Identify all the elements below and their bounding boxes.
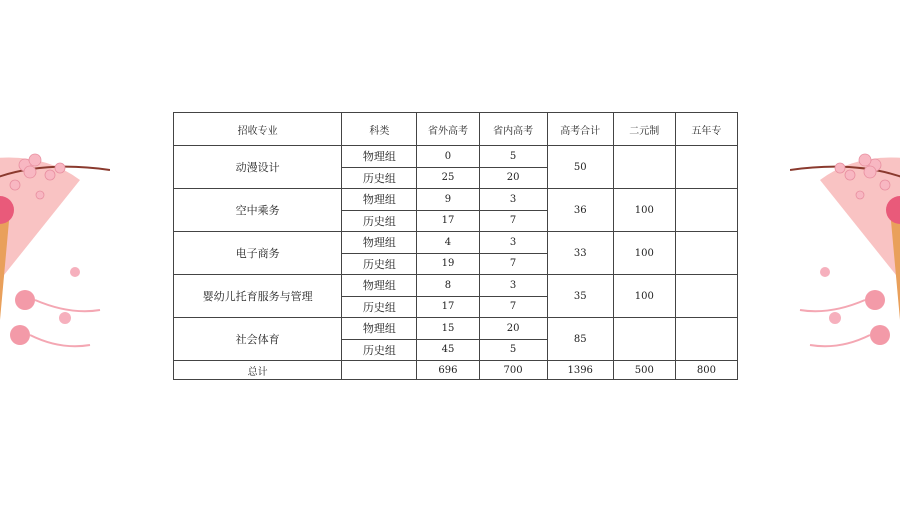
subject-group: 历史组: [342, 167, 417, 189]
major-name: 动漫设计: [174, 146, 342, 189]
out-province-count: 17: [417, 296, 479, 318]
total-wunian: 800: [675, 361, 737, 380]
gaokao-sum: 50: [547, 146, 613, 189]
subject-group: 物理组: [342, 189, 417, 211]
out-province-count: 9: [417, 189, 479, 211]
table-row: [174, 146, 738, 168]
erxuan-count: 100: [613, 189, 675, 232]
subject-group: 历史组: [342, 339, 417, 361]
in-province-count: 5: [479, 146, 547, 168]
out-province-count: 17: [417, 210, 479, 232]
out-province-count: 8: [417, 275, 479, 297]
major-name: 社会体育: [174, 318, 342, 361]
total-group: [342, 361, 417, 380]
header-gaokao-total: 高考合计: [547, 113, 613, 146]
macaron: [15, 290, 35, 310]
fan-shape: [820, 158, 900, 281]
total-gaokao-sum: 1396: [547, 361, 613, 380]
major-name: 电子商务: [174, 232, 342, 275]
header-wunian: 五年专: [675, 113, 737, 146]
table-row: [174, 232, 738, 254]
in-province-count: 3: [479, 232, 547, 254]
table-row: [174, 189, 738, 211]
out-province-count: 45: [417, 339, 479, 361]
subject-group: 物理组: [342, 232, 417, 254]
gaokao-sum: 33: [547, 232, 613, 275]
in-province-count: 7: [479, 253, 547, 275]
out-province-count: 4: [417, 232, 479, 254]
in-province-count: 3: [479, 275, 547, 297]
out-province-count: 15: [417, 318, 479, 340]
out-province-count: 19: [417, 253, 479, 275]
cherry-blossom-decoration-right: [790, 140, 900, 370]
total-label: 总计: [174, 361, 342, 380]
gaokao-sum: 85: [547, 318, 613, 361]
wunian-count: [675, 189, 737, 232]
in-province-count: 7: [479, 210, 547, 232]
fan-shape: [0, 158, 80, 281]
macaron: [870, 325, 890, 345]
total-in-province: 700: [479, 361, 547, 380]
subject-group: 物理组: [342, 275, 417, 297]
subject-group: 历史组: [342, 253, 417, 275]
macaron: [865, 290, 885, 310]
enrollment-plan-table: [173, 112, 738, 380]
macaron: [10, 325, 30, 345]
cherry-blossom-decoration-left: [0, 140, 110, 370]
erxuan-count: [613, 146, 675, 189]
major-name: 婴幼儿托育服务与管理: [174, 275, 342, 318]
gaokao-sum: 35: [547, 275, 613, 318]
erxuan-count: 100: [613, 275, 675, 318]
out-province-count: 0: [417, 146, 479, 168]
gaokao-sum: 36: [547, 189, 613, 232]
subject-group: 物理组: [342, 318, 417, 340]
header-out-province: 省外高考: [417, 113, 479, 146]
subject-group: 历史组: [342, 296, 417, 318]
total-row: [174, 361, 738, 380]
header-in-province: 省内高考: [479, 113, 547, 146]
wunian-count: [675, 232, 737, 275]
subject-group: 历史组: [342, 210, 417, 232]
in-province-count: 20: [479, 318, 547, 340]
out-province-count: 25: [417, 167, 479, 189]
erxuan-count: 100: [613, 232, 675, 275]
header-major: 招收专业: [174, 113, 342, 146]
header-subject: 科类: [342, 113, 417, 146]
header-erxuan: 二元制: [613, 113, 675, 146]
table-row: [174, 275, 738, 297]
erxuan-count: [613, 318, 675, 361]
in-province-count: 5: [479, 339, 547, 361]
total-erxuan: 500: [613, 361, 675, 380]
total-out-province: 696: [417, 361, 479, 380]
header-row: [174, 113, 738, 146]
wunian-count: [675, 318, 737, 361]
wunian-count: [675, 146, 737, 189]
in-province-count: 3: [479, 189, 547, 211]
in-province-count: 7: [479, 296, 547, 318]
table-row: [174, 318, 738, 340]
major-name: 空中乘务: [174, 189, 342, 232]
subject-group: 物理组: [342, 146, 417, 168]
in-province-count: 20: [479, 167, 547, 189]
wunian-count: [675, 275, 737, 318]
